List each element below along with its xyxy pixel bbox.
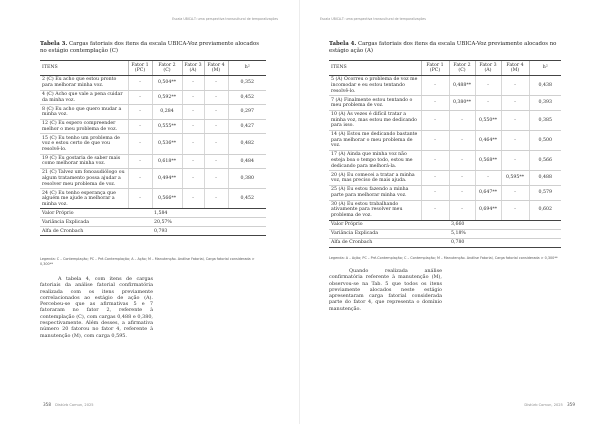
factor-3-cell: - (182, 119, 204, 134)
header-factor-1 (421, 61, 449, 76)
header-factor-1-label: Fator 1 (426, 62, 444, 68)
table-legend: Legenda: C – Contemplação; PC – Pré-Contemplação; A – Ação; M – Manutenção. Análise Fatorial, Carga fatorial considerada > 0,300** (40, 257, 255, 266)
header-factor-2 (152, 61, 182, 76)
factor-2-cell: 0,494** (152, 169, 182, 189)
h2-cell: 0,484 (228, 154, 266, 169)
table-summary-row (329, 220, 561, 229)
h2-cell: 0,602 (529, 200, 561, 220)
page-footer (40, 402, 94, 407)
header-factor-2-stage: (C) (458, 68, 466, 74)
h2-cell: 0,500 (529, 131, 561, 151)
running-head: Escala UBICA-T: uma perspectiva transcultural de temporalizações (320, 17, 426, 21)
factor-2-cell: - (449, 110, 475, 130)
header-factor-4-stage: (M) (510, 68, 520, 74)
factor-2-cell: - (449, 171, 475, 186)
factor-4-cell: - (204, 105, 228, 120)
factor-loading-table (329, 60, 561, 248)
factor-2-cell: 0,284 (152, 105, 182, 120)
table-row (329, 171, 561, 186)
item-cell: 17 (A) Ainda que minha voz não esteja boa o tempo todo, estou me dedicando para melhorá-la. (329, 151, 421, 171)
factor-4-cell: - (501, 76, 529, 96)
factor-4-cell: - (204, 154, 228, 169)
page-footer (524, 402, 578, 407)
table-legend: Legenda: A – Ação; PC – Pré-Contemplação; C – Contemplação; M – Manutenção. Análise Fatorial, Carga fatorial considerada > 0,300** (329, 256, 558, 260)
running-head: Escala UBICA-T: uma perspectiva transcultural de temporalizações (172, 17, 278, 21)
table-caption-text: Cargas fatoriais dos itens da escala UBICA-Voz previamente alocados no estágio ação (A) (329, 41, 557, 54)
factor-3-cell: 0,550** (475, 110, 501, 130)
item-cell: 5 (A) Ocorreu o problema de voz me incomodar e eu estou tentando resolvê-lo. (329, 76, 421, 96)
table-row (40, 154, 266, 169)
header-factor-3-stage: (A) (189, 68, 197, 74)
page-number: 359 (567, 402, 575, 407)
factor-4-cell: - (501, 200, 529, 220)
factor-1-cell: - (128, 105, 152, 120)
table-row (329, 185, 561, 200)
body-paragraph: Quando realizada análise confirmatória referente à manutenção (M), observou-se na Tab. 5 que todos os itens previamente alocados neste estágio apresentaram carga fatorial considerada parte do fator 4, que representa o domínio manutenção. (329, 268, 442, 312)
header-factor-3 (182, 61, 204, 76)
table-summary-row (40, 218, 266, 227)
factor-2-cell: - (449, 131, 475, 151)
header-factor-1-label: Fator 1 (131, 62, 149, 68)
factor-3-cell: - (182, 189, 204, 209)
item-cell: 15 (C) Eu tenho um problema de voz e estou certo de que vou resolvê-lo. (40, 134, 128, 154)
header-factor-3-stage: (A) (484, 68, 492, 74)
factor-loading-table (40, 60, 266, 236)
item-cell: 24 (C) Eu tenho esperança que alguém me ajude a melhorar a minha voz. (40, 189, 128, 209)
table-row (40, 119, 266, 134)
factor-2-cell: 0,536** (152, 134, 182, 154)
table-row (40, 105, 266, 120)
factor-1-cell: - (128, 90, 152, 105)
factor-1-cell: - (421, 171, 449, 186)
factor-3-cell: - (182, 154, 204, 169)
header-factor-1 (128, 61, 152, 76)
summary-value: 1,584 (128, 209, 266, 218)
table-summary-row (40, 209, 266, 218)
factor-3-cell: 0,464** (475, 131, 501, 151)
table-row (40, 169, 266, 189)
summary-value: 20,57% (128, 218, 266, 227)
header-factor-3 (475, 61, 501, 76)
factor-4-cell: 0,595** (501, 171, 529, 186)
item-cell: 2 (C) Eu acho que estou pronto para melhorar minha voz. (40, 76, 128, 91)
table-caption-label: Tabela 3. (40, 41, 68, 47)
h2-cell: 0,488 (529, 171, 561, 186)
body-paragraph: A tabela 4, com itens de cargas fatoriais da análise fatorial confirmatória realizada com os itens previamente correlacionados ao estágio de ação (A). Percebeu-se que as afirmativas 5 e 7 fatoraram no fator 2, referente à contemplação (C), com cargas 0,488 e 0,380, respectivamente. Além desses, a afirmativa número 20 fatorou no fator 4, referente à manutenção (M), com carga 0,595. (40, 276, 153, 339)
table-row (329, 96, 561, 111)
table-header-row (329, 61, 561, 76)
item-cell: 4 (C) Acho que vale a pena cuidar da minha voz. (40, 90, 128, 105)
factor-3-cell: - (182, 169, 204, 189)
header-factor-3-label: Fator 3 (479, 62, 497, 68)
factor-1-cell: - (421, 185, 449, 200)
factor-4-cell: - (204, 189, 228, 209)
item-cell: 19 (C) Eu gostaria de saber mais como melhorar minha voz. (40, 154, 128, 169)
factor-2-cell: 0,592** (152, 90, 182, 105)
item-cell: 20 (A) Eu comecei a tratar a minha voz, mas preciso de mais ajuda. (329, 171, 421, 186)
header-itens: ITENS (329, 61, 421, 76)
factor-3-cell: 0,647** (475, 185, 501, 200)
table-summary-row (329, 229, 561, 238)
factor-2-cell: - (449, 151, 475, 171)
h2-cell: 0,297 (228, 105, 266, 120)
table-row (40, 76, 266, 91)
factor-1-cell: - (128, 154, 152, 169)
summary-value: 3,660 (421, 220, 561, 229)
factor-4-cell: - (204, 119, 228, 134)
factor-4-cell: - (204, 76, 228, 91)
h2-cell: 0,452 (228, 189, 266, 209)
header-factor-1-stage: (PC) (429, 68, 441, 74)
factor-1-cell: - (128, 189, 152, 209)
item-cell: 14 (A) Estou me dedicando bastante para melhorar o meu problema de voz. (329, 131, 421, 151)
factor-3-cell: 0,568** (475, 151, 501, 171)
table-header-row (40, 61, 266, 76)
header-factor-1-stage: (PC) (134, 68, 146, 74)
table-row (329, 76, 561, 96)
h2-cell: 0,438 (529, 76, 561, 96)
factor-4-cell: - (501, 151, 529, 171)
journal-reference: Distúrb Comun, 2025 (524, 403, 563, 407)
h2-cell: 0,566 (529, 151, 561, 171)
header-factor-4 (501, 61, 529, 76)
header-itens: ITENS (40, 61, 128, 76)
table-summary-row (329, 238, 561, 247)
item-cell: 12 (C) Eu espero compreender melhor o meu problema de voz. (40, 119, 128, 134)
factor-2-cell: 0,504** (152, 76, 182, 91)
table-row (329, 110, 561, 130)
factor-1-cell: - (128, 169, 152, 189)
header-factor-4 (204, 61, 228, 76)
factor-2-cell: - (449, 185, 475, 200)
factor-3-cell: - (182, 90, 204, 105)
item-cell: 8 (C) Eu acho que quero mudar a minha voz. (40, 105, 128, 120)
journal-reference: Distúrb Comun, 2025 (55, 403, 94, 407)
summary-value: 5,18% (421, 229, 561, 238)
h2-cell: 0,380 (228, 169, 266, 189)
right-page (300, 0, 600, 424)
factor-1-cell: - (128, 119, 152, 134)
factor-3-cell: 0,694** (475, 200, 501, 220)
header-factor-4-label: Fator 4 (207, 62, 225, 68)
table-caption-label: Tabela 4. (329, 41, 357, 47)
factor-1-cell: - (128, 76, 152, 91)
factor-1-cell: - (421, 200, 449, 220)
factor-3-cell: - (182, 134, 204, 154)
item-cell: 25 (A) Eu estou fazendo a minha parte para melhorar minha voz. (329, 185, 421, 200)
table-caption-text: Cargas fatoriais dos itens da escala UBICA-Voz previamente alocados no estágio contemplação (C) (40, 41, 259, 54)
h2-cell: 0,482 (228, 134, 266, 154)
factor-4-cell: - (501, 131, 529, 151)
header-factor-4-label: Fator 4 (506, 62, 524, 68)
factor-1-cell: - (421, 76, 449, 96)
factor-2-cell: - (449, 200, 475, 220)
factor-1-cell: - (421, 151, 449, 171)
h2-cell: 0,385 (529, 110, 561, 130)
factor-1-cell: - (421, 110, 449, 130)
table-row (40, 90, 266, 105)
factor-3-cell: - (475, 96, 501, 111)
summary-label: Variância Explicada (329, 229, 421, 238)
factor-3-cell: - (475, 76, 501, 96)
header-h2: h² (228, 61, 266, 76)
summary-label: Alfa de Cronbach (40, 227, 128, 236)
item-cell: 10 (A) Às vezes é difícil tratar a minha voz, mas estou me dedicando para isso. (329, 110, 421, 130)
factor-4-cell: - (204, 134, 228, 154)
table-row (329, 131, 561, 151)
h2-cell: 0,393 (529, 96, 561, 111)
header-factor-3-label: Fator 3 (184, 62, 202, 68)
item-cell: 30 (A) Eu estou trabalhando ativamente para resolver meu problema de voz. (329, 200, 421, 220)
factor-3-cell: - (182, 105, 204, 120)
h2-cell: 0,427 (228, 119, 266, 134)
factor-2-cell: 0,555** (152, 119, 182, 134)
h2-cell: 0,352 (228, 76, 266, 91)
factor-3-cell: - (182, 76, 204, 91)
factor-4-cell: - (501, 110, 529, 130)
item-cell: 21 (C) Talvez um fonoaudiólogo ou algum tratamento possa ajudar a resolver meu problema de voz. (40, 169, 128, 189)
h2-cell: 0,452 (228, 90, 266, 105)
page-number: 358 (43, 402, 51, 407)
header-h2: h² (529, 61, 561, 76)
table-caption (329, 41, 561, 55)
factor-2-cell: 0,566** (152, 189, 182, 209)
h2-cell: 0,579 (529, 185, 561, 200)
factor-4-cell: - (501, 185, 529, 200)
table-row (329, 151, 561, 171)
factor-2-cell: 0,618** (152, 154, 182, 169)
factor-4-cell: - (501, 96, 529, 111)
factor-4-cell: - (204, 90, 228, 105)
header-factor-2-stage: (C) (163, 68, 171, 74)
table-row (40, 134, 266, 154)
table-caption (40, 41, 266, 55)
header-factor-2 (449, 61, 475, 76)
summary-label: Valor Próprio (329, 220, 421, 229)
table-summary-row (40, 227, 266, 236)
header-factor-2-label: Fator 2 (453, 62, 471, 68)
header-factor-4-stage: (M) (211, 68, 221, 74)
header-factor-2-label: Fator 2 (158, 62, 176, 68)
table-row (329, 200, 561, 220)
summary-label: Valor Próprio (40, 209, 128, 218)
summary-value: 0,793 (128, 227, 266, 236)
summary-value: 0,780 (421, 238, 561, 247)
summary-label: Alfa de Cronbach (329, 238, 421, 247)
factor-2-cell: 0,380** (449, 96, 475, 111)
summary-label: Variância Explicada (40, 218, 128, 227)
factor-1-cell: - (421, 131, 449, 151)
factor-4-cell: - (204, 169, 228, 189)
factor-2-cell: 0,488** (449, 76, 475, 96)
table-row (40, 189, 266, 209)
factor-1-cell: - (128, 134, 152, 154)
factor-3-cell: - (475, 171, 501, 186)
factor-1-cell: - (421, 96, 449, 111)
item-cell: 7 (A) Finalmente estou tentando o meu problema de voz. (329, 96, 421, 111)
